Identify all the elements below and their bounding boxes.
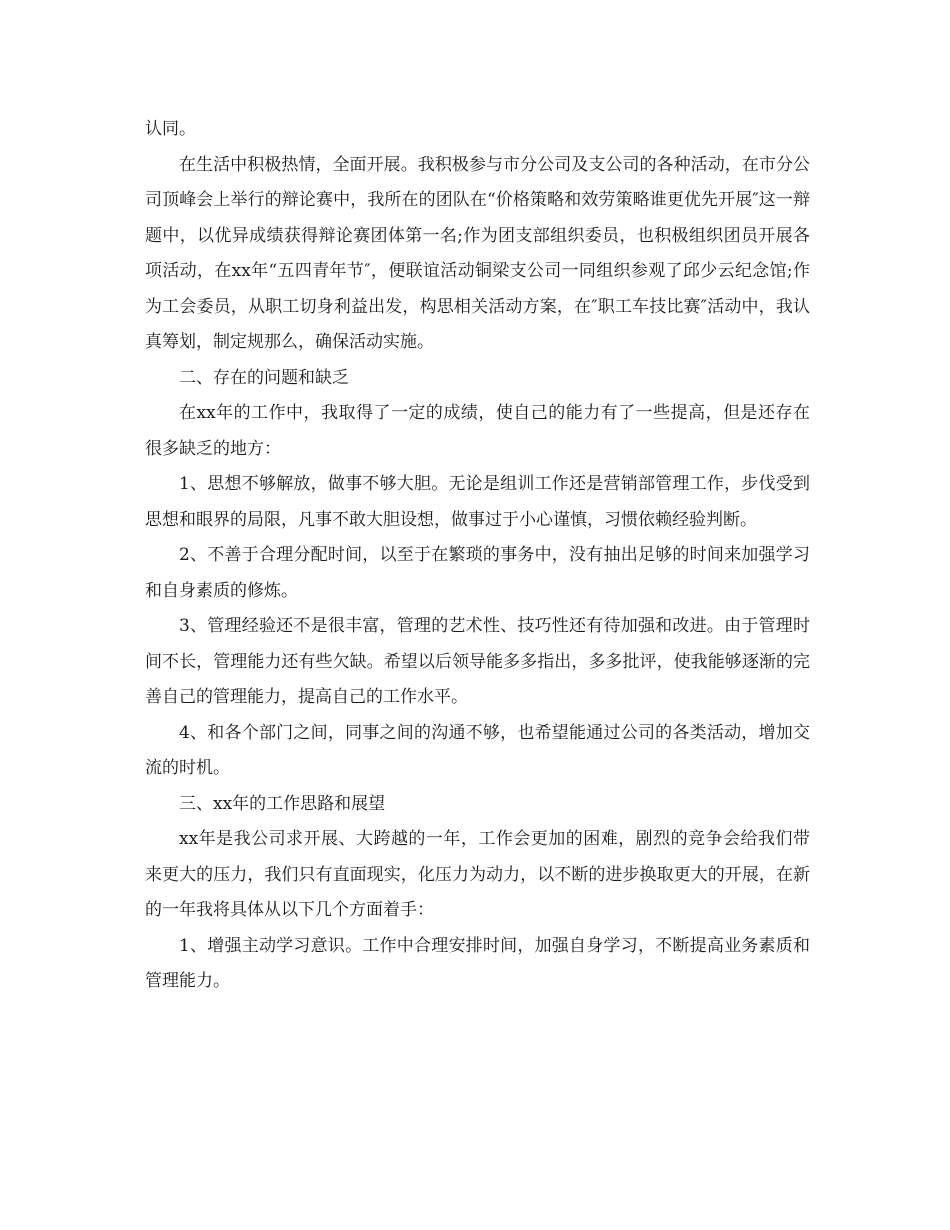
paragraph-continuation: 认同。 (145, 119, 196, 139)
paragraph-outlook-intro: xx年是我公司求开展、大跨越的一年，工作会更加的困难，剧烈的竞争会给我们带来更大的压力，我们只有直面现实，化压力为动力，以不断的进步换取更大的开展，在新的一年我将具体从以下几个方面着手： (145, 829, 810, 920)
paragraph-problems-intro: 在xx年的工作中，我取得了一定的成绩，使自己的能力有了一些提高，但是还存在很多缺乏的地方： (145, 403, 810, 459)
list-item-problem-3: 3、管理经验还不是很丰富，管理的艺术性、技巧性还有待加强和改进。由于管理时间不长，管理能力还有些欠缺。希望以后领导能多多指出，多多批评，使我能够逐渐的完善自己的管理能力，提高自己的工作水平。 (145, 616, 810, 707)
paragraph-life-activities: 在生活中积极热情，全面开展。我积极参与市分公司及支公司的各种活动，在市分公司顶峰会上举行的辩论赛中，我所在的团队在“价格策略和效劳策略谁更优先开展″这一辩题中，以优异成绩获得辩论赛团体第一名;作为团支部组织委员，也积极组织团员开展各项活动，在xx年“五四青年节″，便联谊活动铜梁支公司一同组织参观了邱少云纪念馆;作为工会委员，从职工切身利益出发，构思相关活动方案，在″职工车技比赛″活动中，我认真筹划，制定规那么，确保活动实施。 (145, 154, 810, 352)
list-item-problem-4: 4、和各个部门之间，同事之间的沟通不够，也希望能通过公司的各类活动，增加交流的时机。 (145, 722, 810, 778)
section-heading-problems: 二、存在的问题和缺乏 (179, 367, 349, 388)
list-item-problem-2: 2、不善于合理分配时间，以至于在繁琐的事务中，没有抽出足够的时间来加强学习和自身素质的修炼。 (145, 545, 810, 601)
list-item-plan-1: 1、增强主动学习意识。工作中合理安排时间，加强自身学习，不断提高业务素质和管理能力。 (145, 935, 810, 991)
document-body (145, 112, 810, 1000)
section-heading-outlook: 三、xx年的工作思路和展望 (179, 793, 386, 814)
list-item-problem-1: 1、思想不够解放，做事不够大胆。无论是组训工作还是营销部管理工作，步伐受到思想和眼界的局限，凡事不敢大胆设想，做事过于小心谨慎，习惯依赖经验判断。 (145, 474, 810, 530)
